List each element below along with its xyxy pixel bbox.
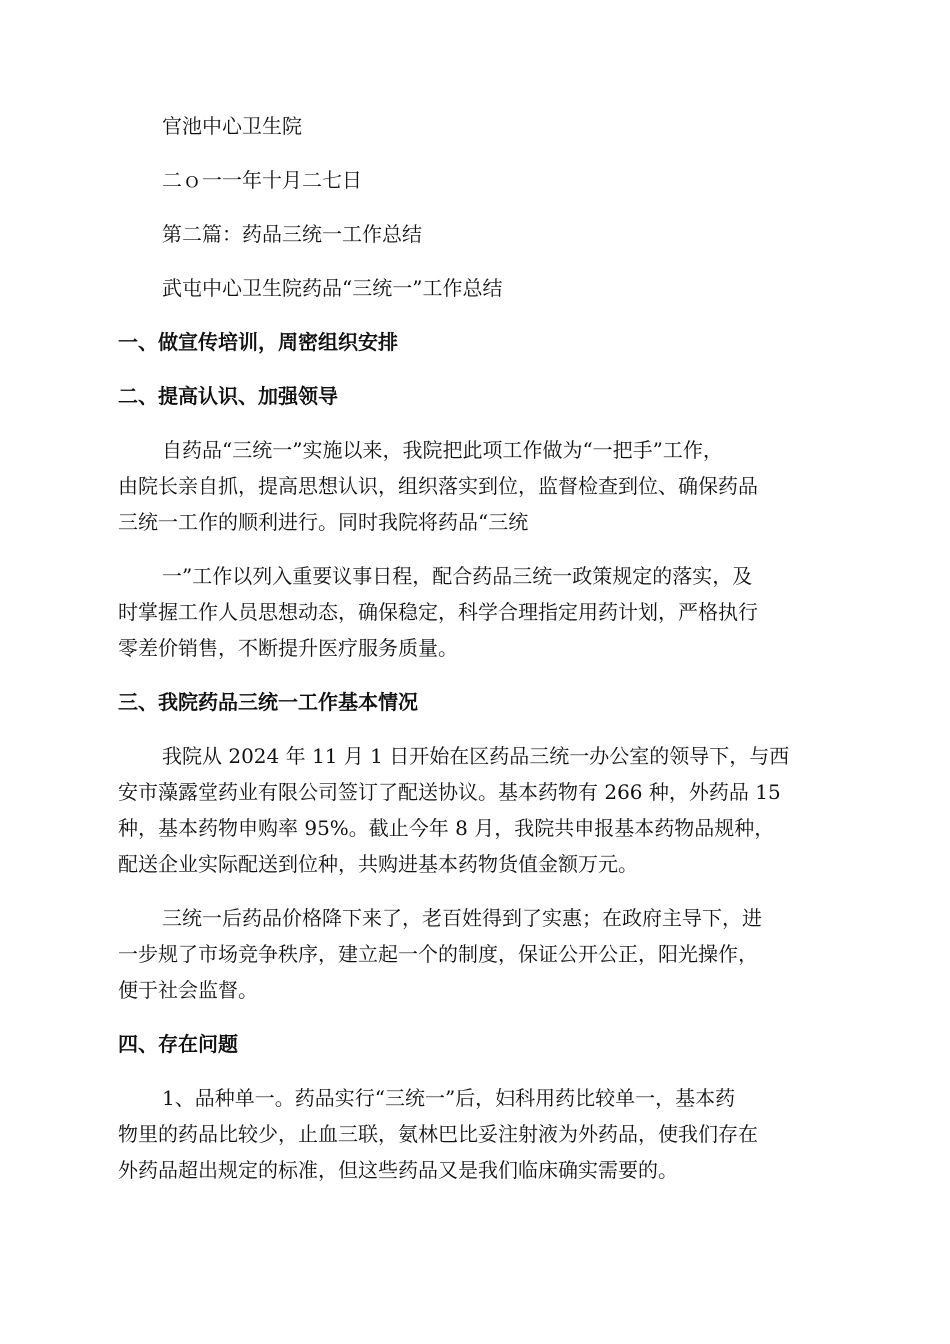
paragraph-3 xyxy=(118,738,834,882)
paragraph-line: 我院从 2024 年 11 月 1 日开始在区药品三统一办公室的领导下，与西 xyxy=(162,744,790,768)
hospital-name: 官池中心卫生院 xyxy=(162,114,302,138)
paragraph-line: 1、品种单一。药品实行“三统一”后，妇科用药比较单一，基本药 xyxy=(162,1086,736,1110)
paragraph-5 xyxy=(118,1080,834,1188)
paragraph-line: 物里的药品比较少，止血三联，氨林巴比妥注射液为外药品，使我们存在 xyxy=(118,1122,758,1146)
paragraph-line: 时掌握工作人员思想动态，确保稳定，科学合理指定用药计划，严格执行 xyxy=(118,600,758,624)
paragraph-line: 由院长亲自抓，提高思想认识，组织落实到位，监督检查到位、确保药品 xyxy=(118,474,758,498)
document-page xyxy=(118,108,834,1206)
chapter-title: 第二篇：药品三统一工作总结 xyxy=(162,222,422,246)
section-heading-1: 一、做宣传培训，周密组织安排 xyxy=(118,330,398,354)
document-date: 二ｏ一一年十月二七日 xyxy=(162,168,362,192)
paragraph-line: 三统一工作的顺利进行。同时我院将药品“三统 xyxy=(118,510,529,534)
paragraph-line: 种，基本药物申购率 95%。截止今年 8 月，我院共申报基本药物品规种， xyxy=(118,816,775,840)
paragraph-line: 外药品超出规定的标准，但这些药品又是我们临床确实需要的。 xyxy=(118,1158,678,1182)
paragraph-line: 便于社会监督。 xyxy=(118,978,258,1002)
section-heading-4: 四、存在问题 xyxy=(118,1032,238,1056)
paragraph-line: 配送企业实际配送到位种，共购进基本药物货值金额万元。 xyxy=(118,852,638,876)
paragraph-1 xyxy=(118,432,834,540)
paragraph-line: 一步规了市场竞争秩序，建立起一个的制度，保证公开公正，阳光操作， xyxy=(118,942,758,966)
paragraph-line: 自药品“三统一”实施以来，我院把此项工作做为“一把手”工作， xyxy=(162,438,723,462)
section-heading-2: 二、提高认识、加强领导 xyxy=(118,384,338,408)
paragraph-line: 一”工作以列入重要议事日程，配合药品三统一政策规定的落实，及 xyxy=(162,564,753,588)
paragraph-4 xyxy=(118,900,834,1008)
paragraph-line: 三统一后药品价格降下来了，老百姓得到了实惠；在政府主导下，进 xyxy=(162,906,762,930)
report-title: 武屯中心卫生院药品“三统一”工作总结 xyxy=(162,276,503,300)
paragraph-2 xyxy=(118,558,834,666)
paragraph-line: 零差价销售，不断提升医疗服务质量。 xyxy=(118,636,458,660)
paragraph-line: 安市藻露堂药业有限公司签订了配送协议。基本药物有 266 种，外药品 15 xyxy=(118,780,781,804)
section-heading-3: 三、我院药品三统一工作基本情况 xyxy=(118,690,418,714)
